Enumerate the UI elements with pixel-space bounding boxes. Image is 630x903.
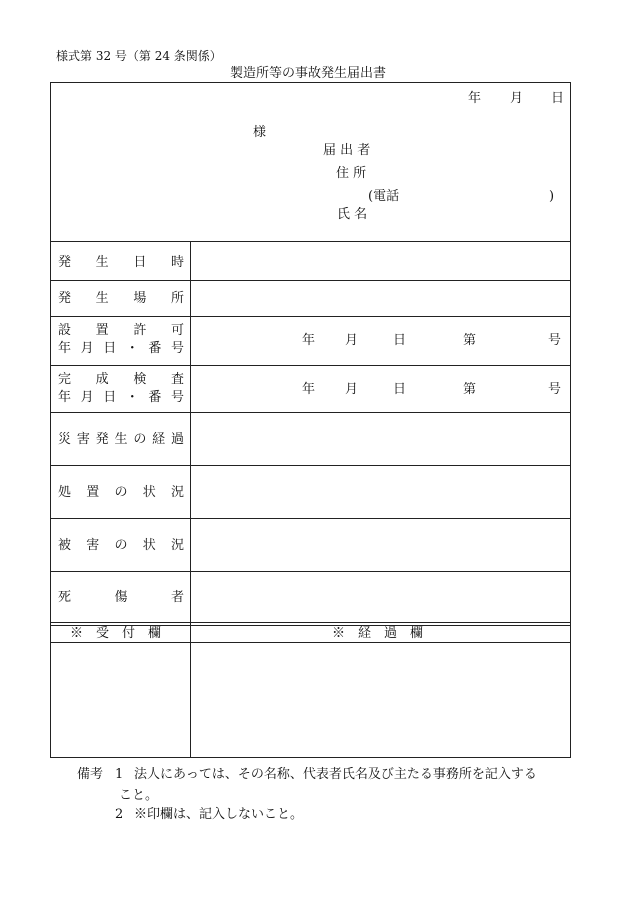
phone-close-paren: ) bbox=[549, 189, 555, 204]
rule-row-7 bbox=[50, 571, 571, 572]
rule-row-1 bbox=[50, 280, 571, 281]
addressee-suffix: 様 bbox=[253, 125, 267, 140]
rule-header-bottom bbox=[50, 241, 571, 242]
note1-line1: 法人にあっては、その名称、代表者氏名及び主たる事務所を記入する bbox=[134, 767, 537, 782]
page-title: 製造所等の事故発生届出書 bbox=[230, 66, 387, 81]
form-number: 様式第 32 号（第 24 条関係） bbox=[56, 49, 222, 63]
install-permit-year: 年 bbox=[302, 333, 316, 348]
label-damage-status: 被 害 の 状 況 bbox=[58, 538, 184, 553]
notifier-label: 届 出 者 bbox=[323, 143, 371, 158]
install-permit-no-suffix: 号 bbox=[548, 333, 562, 348]
completion-inspection-year: 年 bbox=[302, 382, 316, 397]
name-label: 氏 名 bbox=[337, 207, 368, 222]
completion-inspection-month: 月 bbox=[345, 382, 359, 397]
label-completion-inspection-line1: 完 成 検 査 bbox=[58, 372, 184, 387]
label-casualties: 死 傷 者 bbox=[58, 590, 184, 605]
install-permit-no-prefix: 第 bbox=[463, 333, 477, 348]
date-day-label: 日 bbox=[551, 91, 565, 106]
column-divider bbox=[190, 241, 191, 758]
form-frame bbox=[50, 82, 571, 758]
rule-row-3 bbox=[50, 365, 571, 366]
label-occurrence-datetime: 発 生 日 時 bbox=[58, 255, 184, 270]
label-install-permit-line1: 設 置 許 可 bbox=[58, 323, 184, 338]
label-install-permit-line2: 年 月 日 ・ 番 号 bbox=[58, 341, 184, 356]
note2-number: 2 bbox=[115, 807, 124, 822]
label-disaster-progress: 災 害 発 生 の 経 過 bbox=[58, 432, 184, 447]
rule-row-2 bbox=[50, 316, 571, 317]
date-year-label: 年 bbox=[468, 91, 482, 106]
rule-row-5 bbox=[50, 465, 571, 466]
rule-row-6 bbox=[50, 518, 571, 519]
receipt-column-header: ※ 受 付 欄 bbox=[70, 626, 162, 641]
progress-column-header: ※ 経 過 欄 bbox=[332, 626, 424, 641]
completion-inspection-no-suffix: 号 bbox=[548, 382, 562, 397]
rule-row-4 bbox=[50, 412, 571, 413]
notes-prefix: 備考 bbox=[77, 767, 104, 782]
completion-inspection-no-prefix: 第 bbox=[463, 382, 477, 397]
completion-inspection-day: 日 bbox=[393, 382, 407, 397]
date-month-label: 月 bbox=[510, 91, 524, 106]
note1-number: 1 bbox=[115, 767, 124, 782]
label-measures-status: 処 置 の 状 況 bbox=[58, 485, 184, 500]
install-permit-day: 日 bbox=[393, 333, 407, 348]
install-permit-month: 月 bbox=[345, 333, 359, 348]
address-label: 住 所 bbox=[336, 166, 367, 181]
label-completion-inspection-line2: 年 月 日 ・ 番 号 bbox=[58, 390, 184, 405]
note2-text: ※印欄は、記入しないこと。 bbox=[134, 807, 304, 822]
rule-row-8a bbox=[50, 622, 571, 623]
phone-label: (電話 bbox=[368, 189, 400, 204]
note1-line2: こと。 bbox=[119, 788, 159, 803]
label-occurrence-place: 発 生 場 所 bbox=[58, 291, 184, 306]
rule-reception-header bbox=[50, 642, 571, 643]
